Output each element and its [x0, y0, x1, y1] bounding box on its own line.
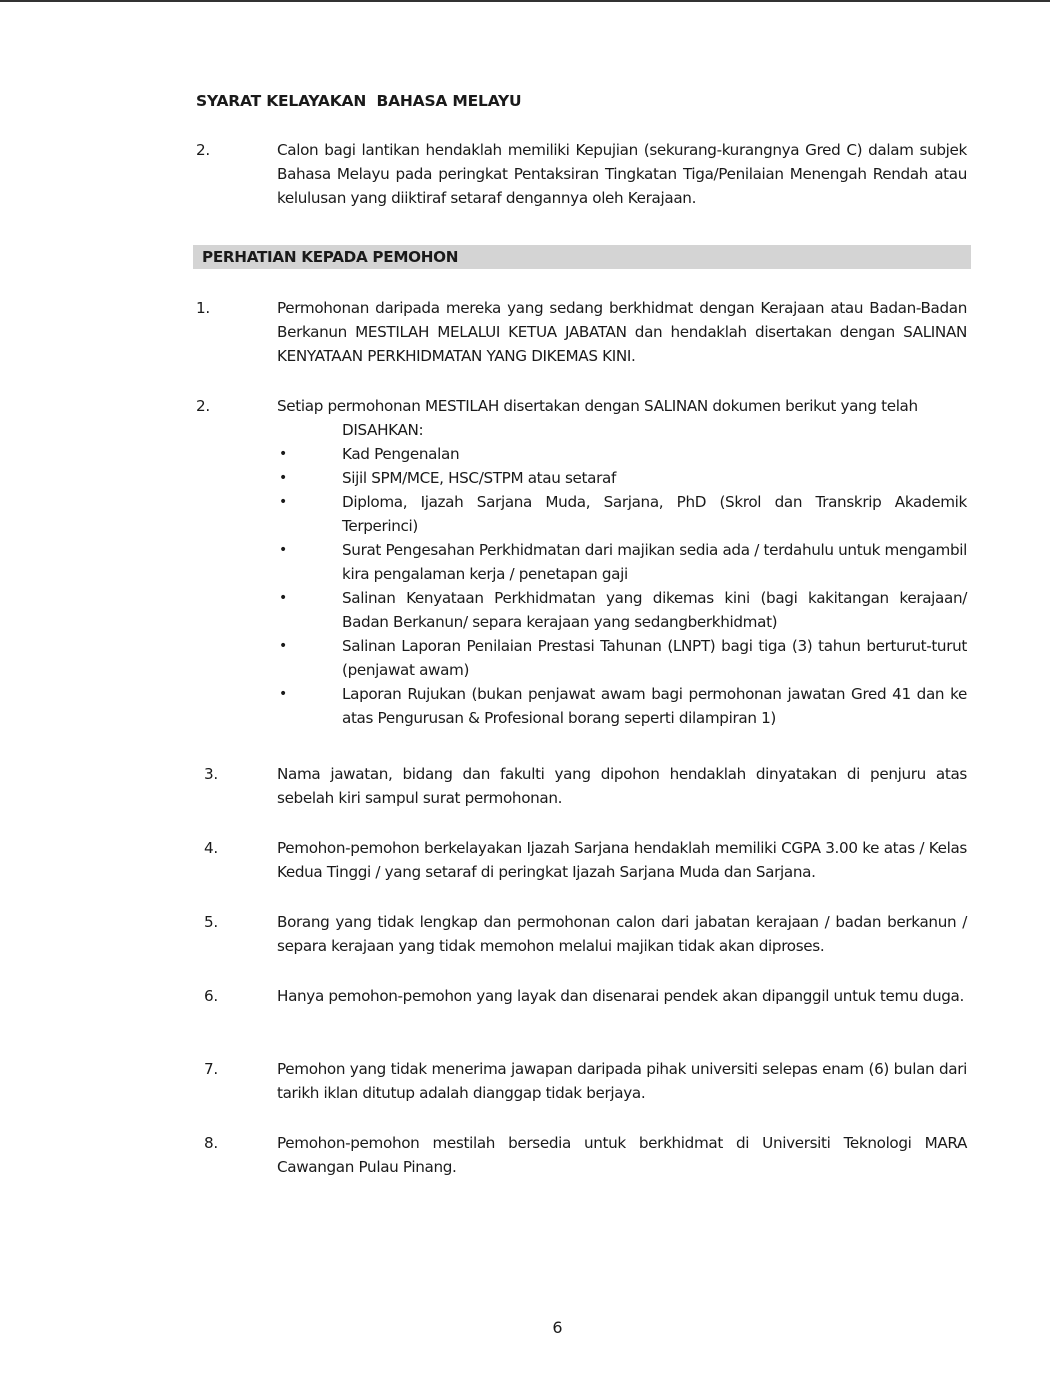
item-text: Pemohon-pemohon berkelayakan Ijazah Sarjana hendaklah memiliki CGPA 3.00 ke atas / Kelas Kedua Tinggi / yang setaraf di peringkat Ijazah Sarjana Muda dan Sarjana.	[277, 839, 967, 881]
list-item-text: Surat Pengesahan Perkhidmatan dari majikan sedia ada / terdahulu untuk mengambil kira pengalaman kerja / penetapan gaji	[342, 541, 967, 583]
item-number: 7.	[204, 1060, 218, 1078]
bullet-icon: •	[279, 686, 287, 702]
item-text: Calon bagi lantikan hendaklah memiliki Kepujian (sekurang-kurangnya Gred C) dalam subjek Bahasa Melayu pada peringkat Pentaksiran Tingkatan Tiga/Penilaian Menengah Rendah atau kelulusan yang diiktiraf setaraf dengannya oleh Kerajaan.	[277, 141, 967, 207]
list-item-text: Salinan Kenyataan Perkhidmatan yang dikemas kini (bagi kakitangan kerajaan/ Badan Berkanun/ separa kerajaan yang sedangberkhidmat)	[342, 589, 967, 631]
document-list	[196, 442, 971, 730]
item-text: Nama jawatan, bidang dan fakulti yang dipohon hendaklah dinyatakan di penjuru atas sebelah kiri sampul surat permohonan.	[277, 765, 967, 807]
notice-heading: PERHATIAN KEPADA PEMOHON	[202, 248, 459, 266]
list-item-text: Sijil SPM/MCE, HSC/STPM atau setaraf	[342, 469, 616, 487]
list-item	[196, 634, 971, 682]
item-text: Setiap permohonan MESTILAH disertakan dengan SALINAN dokumen berikut yang telah	[277, 397, 918, 415]
bullet-icon: •	[279, 638, 287, 654]
item-text-continued: DISAHKAN:	[342, 421, 424, 439]
item-number: 8.	[204, 1134, 218, 1152]
item-number: 6.	[204, 987, 218, 1005]
list-item-text: Laporan Rujukan (bukan penjawat awam bagi permohonan jawatan Gred 41 dan ke atas Pengurusan & Profesional borang seperti dilampiran 1)	[342, 685, 967, 727]
page-number: 6	[552, 1318, 563, 1337]
item-text: Borang yang tidak lengkap dan permohonan calon dari jabatan kerajaan / badan berkanun / separa kerajaan yang tidak memohon melalui majikan tidak akan diproses.	[277, 913, 967, 955]
item-number: 2.	[196, 141, 210, 159]
bullet-icon: •	[279, 470, 287, 486]
bullet-icon: •	[279, 542, 287, 558]
list-item-text: Salinan Laporan Penilaian Prestasi Tahunan (LNPT) bagi tiga (3) tahun berturut-turut (penjawat awam)	[342, 637, 967, 679]
bullet-icon: •	[279, 446, 287, 462]
item-number: 4.	[204, 839, 218, 857]
top-border	[0, 0, 1050, 2]
item-number: 2.	[196, 397, 210, 415]
item-number: 1.	[196, 299, 210, 317]
list-item	[196, 682, 971, 730]
list-item-text: Diploma, Ijazah Sarjana Muda, Sarjana, PhD (Skrol dan Transkrip Akademik Terperinci)	[342, 493, 967, 535]
list-item-text: Kad Pengenalan	[342, 445, 460, 463]
list-item	[196, 490, 971, 538]
list-item	[196, 466, 971, 490]
item-text: Permohonan daripada mereka yang sedang berkhidmat dengan Kerajaan atau Badan-Badan Berkanun MESTILAH MELALUI KETUA JABATAN dan hendaklah disertakan dengan SALINAN KENYATAAN PERKHIDMATAN YANG DIKEMAS KINI.	[277, 299, 967, 365]
list-item	[196, 442, 971, 466]
list-item	[196, 538, 971, 586]
eligibility-heading: SYARAT KELAYAKAN BAHASA MELAYU	[196, 92, 522, 110]
item-text: Pemohon-pemohon mestilah bersedia untuk berkhidmat di Universiti Teknologi MARA Cawangan Pulau Pinang.	[277, 1134, 967, 1176]
bullet-icon: •	[279, 590, 287, 606]
list-item	[196, 586, 971, 634]
item-text: Hanya pemohon-pemohon yang layak dan disenarai pendek akan dipanggil untuk temu duga.	[277, 987, 964, 1005]
item-number: 3.	[204, 765, 218, 783]
item-text: Pemohon yang tidak menerima jawapan daripada pihak universiti selepas enam (6) bulan dari tarikh iklan ditutup adalah dianggap tidak berjaya.	[277, 1060, 967, 1102]
bullet-icon: •	[279, 494, 287, 510]
item-number: 5.	[204, 913, 218, 931]
section-heading-bar	[193, 245, 971, 269]
